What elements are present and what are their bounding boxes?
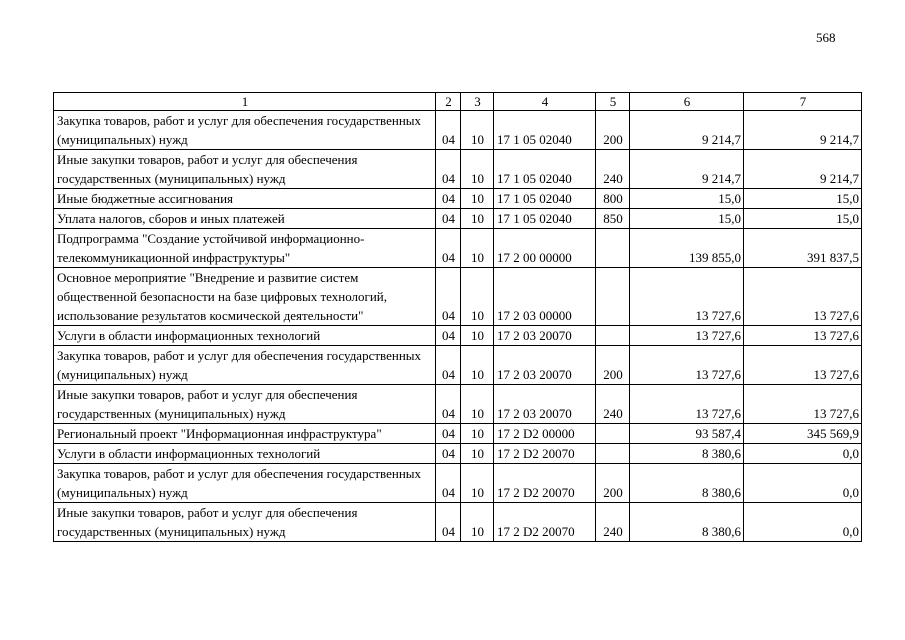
row-amount-1-cell: 13 727,6 (630, 346, 744, 385)
row-target-article-cell: 17 1 05 02040 (494, 150, 596, 189)
row-subsection-cell: 10 (461, 229, 494, 268)
row-target-article-cell: 17 2 03 20070 (494, 326, 596, 346)
row-section-cell: 04 (436, 424, 461, 444)
row-subsection-cell: 10 (461, 326, 494, 346)
row-subsection-cell: 10 (461, 111, 494, 150)
row-expense-type-cell: 850 (596, 209, 630, 229)
row-amount-1-cell: 15,0 (630, 189, 744, 209)
row-name-cell: Услуги в области информационных технологий (54, 326, 436, 346)
row-expense-type-cell (596, 444, 630, 464)
table-row (54, 464, 862, 503)
row-name-cell: Услуги в области информационных технологий (54, 444, 436, 464)
row-amount-2-cell: 15,0 (744, 189, 862, 209)
header-col-3: 3 (461, 93, 494, 111)
row-target-article-cell: 17 2 D2 00000 (494, 424, 596, 444)
table-row (54, 209, 862, 229)
row-amount-2-cell: 0,0 (744, 444, 862, 464)
row-expense-type-cell (596, 229, 630, 268)
row-amount-1-cell: 9 214,7 (630, 150, 744, 189)
row-amount-2-cell: 15,0 (744, 209, 862, 229)
row-expense-type-cell: 240 (596, 385, 630, 424)
header-col-4: 4 (494, 93, 596, 111)
row-name-cell: Уплата налогов, сборов и иных платежей (54, 209, 436, 229)
header-col-1: 1 (54, 93, 436, 111)
row-amount-1-cell: 15,0 (630, 209, 744, 229)
row-target-article-cell: 17 2 D2 20070 (494, 464, 596, 503)
table-row (54, 229, 862, 268)
row-amount-1-cell: 13 727,6 (630, 268, 744, 326)
row-amount-1-cell: 139 855,0 (630, 229, 744, 268)
row-subsection-cell: 10 (461, 424, 494, 444)
row-target-article-cell: 17 1 05 02040 (494, 111, 596, 150)
row-section-cell: 04 (436, 503, 461, 542)
row-subsection-cell: 10 (461, 385, 494, 424)
row-subsection-cell: 10 (461, 346, 494, 385)
row-name-cell: Закупка товаров, работ и услуг для обеспечения государственных (муниципальных) нужд (54, 464, 436, 503)
budget-table (53, 92, 862, 542)
row-expense-type-cell: 200 (596, 346, 630, 385)
row-amount-2-cell: 0,0 (744, 464, 862, 503)
row-amount-1-cell: 13 727,6 (630, 385, 744, 424)
row-expense-type-cell: 240 (596, 150, 630, 189)
row-amount-2-cell: 391 837,5 (744, 229, 862, 268)
row-target-article-cell: 17 2 03 20070 (494, 385, 596, 424)
row-amount-1-cell: 9 214,7 (630, 111, 744, 150)
row-subsection-cell: 10 (461, 209, 494, 229)
row-amount-2-cell: 13 727,6 (744, 346, 862, 385)
table-row (54, 150, 862, 189)
row-amount-1-cell: 8 380,6 (630, 444, 744, 464)
row-amount-2-cell: 0,0 (744, 503, 862, 542)
row-expense-type-cell: 200 (596, 464, 630, 503)
table-header-row (54, 93, 862, 111)
row-name-cell: Иные закупки товаров, работ и услуг для обеспечения государственных (муниципальных) нужд (54, 150, 436, 189)
row-name-cell: Иные бюджетные ассигнования (54, 189, 436, 209)
table-row (54, 444, 862, 464)
row-target-article-cell: 17 2 D2 20070 (494, 444, 596, 464)
row-section-cell: 04 (436, 385, 461, 424)
row-subsection-cell: 10 (461, 268, 494, 326)
header-col-2: 2 (436, 93, 461, 111)
row-section-cell: 04 (436, 189, 461, 209)
row-name-cell: Иные закупки товаров, работ и услуг для обеспечения государственных (муниципальных) нужд (54, 385, 436, 424)
row-target-article-cell: 17 2 D2 20070 (494, 503, 596, 542)
row-amount-2-cell: 13 727,6 (744, 268, 862, 326)
table-row (54, 326, 862, 346)
row-section-cell: 04 (436, 326, 461, 346)
row-amount-2-cell: 13 727,6 (744, 385, 862, 424)
row-target-article-cell: 17 1 05 02040 (494, 189, 596, 209)
row-amount-1-cell: 93 587,4 (630, 424, 744, 444)
row-subsection-cell: 10 (461, 464, 494, 503)
row-target-article-cell: 17 2 03 00000 (494, 268, 596, 326)
row-subsection-cell: 10 (461, 189, 494, 209)
row-expense-type-cell: 200 (596, 111, 630, 150)
row-expense-type-cell: 800 (596, 189, 630, 209)
row-target-article-cell: 17 1 05 02040 (494, 209, 596, 229)
row-target-article-cell: 17 2 03 20070 (494, 346, 596, 385)
row-amount-1-cell: 8 380,6 (630, 503, 744, 542)
row-name-cell: Подпрограмма "Создание устойчивой информационно-телекоммуникационной инфраструктуры" (54, 229, 436, 268)
row-name-cell: Иные закупки товаров, работ и услуг для обеспечения государственных (муниципальных) нужд (54, 503, 436, 542)
table-row (54, 503, 862, 542)
row-section-cell: 04 (436, 444, 461, 464)
row-name-cell: Региональный проект "Информационная инфраструктура" (54, 424, 436, 444)
row-target-article-cell: 17 2 00 00000 (494, 229, 596, 268)
header-col-7: 7 (744, 93, 862, 111)
row-subsection-cell: 10 (461, 150, 494, 189)
header-col-6: 6 (630, 93, 744, 111)
row-amount-1-cell: 13 727,6 (630, 326, 744, 346)
row-amount-1-cell: 8 380,6 (630, 464, 744, 503)
table-row (54, 385, 862, 424)
row-amount-2-cell: 345 569,9 (744, 424, 862, 444)
row-expense-type-cell (596, 424, 630, 444)
row-name-cell: Основное мероприятие "Внедрение и развитие систем общественной безопасности на базе цифровых технологий, использование результатов космической деятельности" (54, 268, 436, 326)
table-row (54, 346, 862, 385)
row-section-cell: 04 (436, 464, 461, 503)
row-expense-type-cell (596, 326, 630, 346)
row-name-cell: Закупка товаров, работ и услуг для обеспечения государственных (муниципальных) нужд (54, 346, 436, 385)
header-col-5: 5 (596, 93, 630, 111)
row-section-cell: 04 (436, 268, 461, 326)
row-section-cell: 04 (436, 150, 461, 189)
row-name-cell: Закупка товаров, работ и услуг для обеспечения государственных (муниципальных) нужд (54, 111, 436, 150)
row-subsection-cell: 10 (461, 444, 494, 464)
row-amount-2-cell: 9 214,7 (744, 111, 862, 150)
table-row (54, 268, 862, 326)
row-amount-2-cell: 13 727,6 (744, 326, 862, 346)
row-subsection-cell: 10 (461, 503, 494, 542)
table-row (54, 111, 862, 150)
row-section-cell: 04 (436, 229, 461, 268)
row-section-cell: 04 (436, 346, 461, 385)
row-section-cell: 04 (436, 209, 461, 229)
row-expense-type-cell: 240 (596, 503, 630, 542)
row-expense-type-cell (596, 268, 630, 326)
page-number: 568 (816, 30, 836, 45)
row-section-cell: 04 (436, 111, 461, 150)
table-row (54, 424, 862, 444)
row-amount-2-cell: 9 214,7 (744, 150, 862, 189)
table-row (54, 189, 862, 209)
